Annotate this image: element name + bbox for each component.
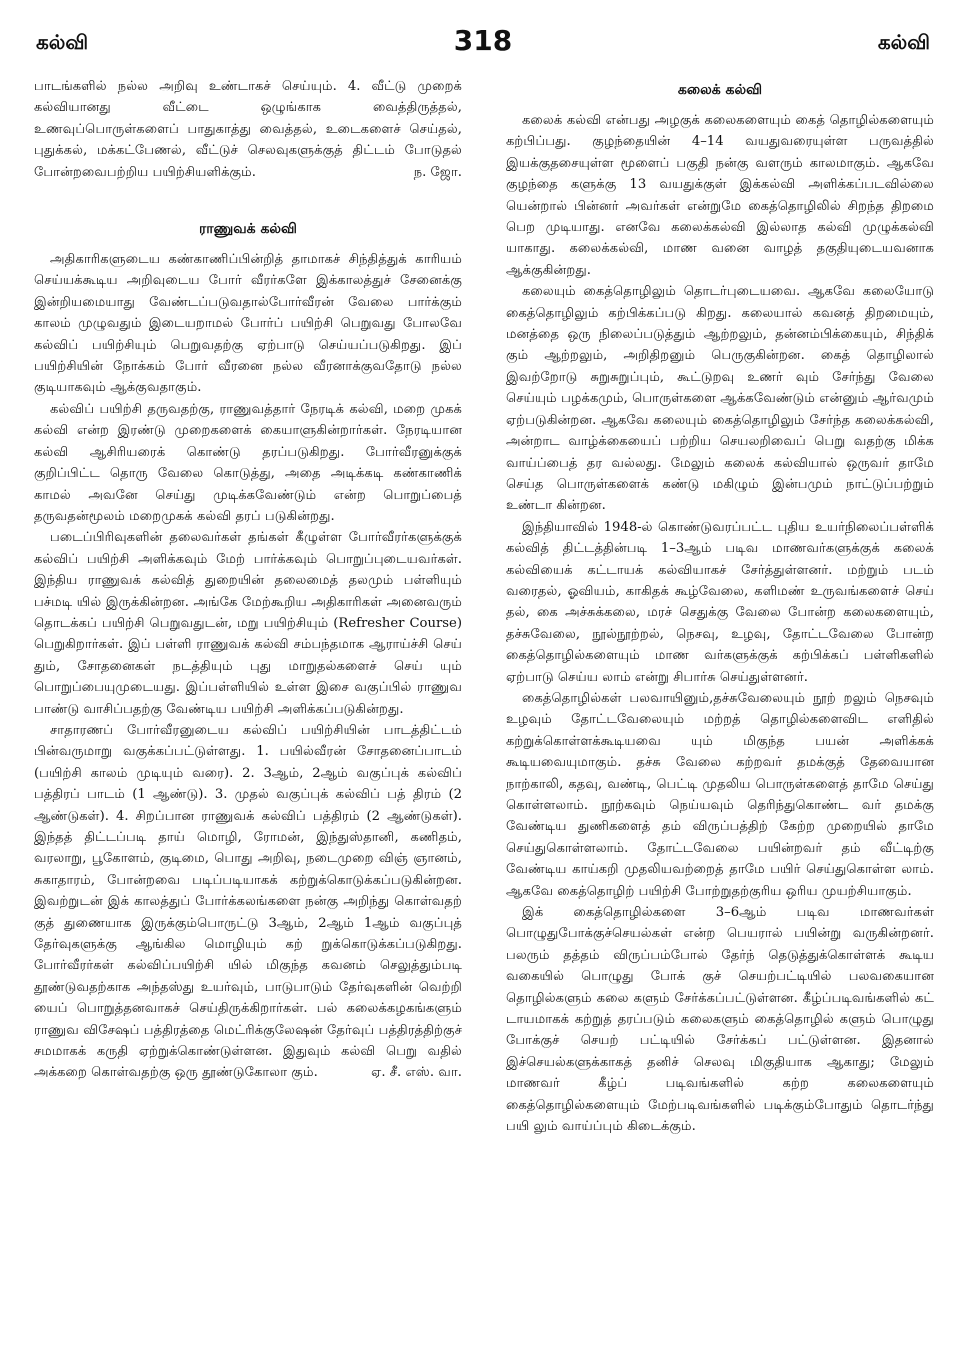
paragraph: இந்தியாவில் 1948-ல் கொண்டுவரப்பட்ட புதிய உயர்நிலைப்பள்ளிக் கல்வித் திட்டத்தின்படி 1–3ஆம் படிவ மாணவர்களுக்குக் கலைக் கல்வியைக் கட்டாயக் கல்வியாகச் சேர்த்துள்ளனர். மற்றும் படம் வரைதல், ஓவியம், காகிதக் கூழ்வேலை, களிமண் உருவங்களைச் செய் தல், கை அச்சுக்கலை, மரச் செதுக்கு வேலை போன்ற கலைகளையும், தச்சுவேலை, நூல்நூற்றல், நெசவு, உழவு, தோட்டவேலை போன்ற கைத்தொழில்களையும் மாண வர்களுக்குக் கற்பிக்கப் பள்ளிகளில் ஏற்பாடு செய்ய லாம் என்று சிபார்சு செய்துள்ளனர். — [506, 519, 934, 685]
paragraph: இக் கைத்தொழில்களை 3–6ஆம் படிவ மாணவர்கள் பொழுதுபோக்குச்செயல்கள் என்ற பெயரால் பயின்று வருகின்றனர். பலரும் தத்தம் விருப்பம்போல் தேர்ந் தெடுத்துக்கொள்ளக் கூடிய வகையில் பொழுது போக் குச் செயற்பட்டியில் பலவகையான தொழில்களும் கலை களும் சேர்க்கப்பட்டுள்ளன. கீழ்ப்படிவங்களில் கட் டாயமாகக் கற்றுத் தரப்படும் கலைகளும் கைத்தொழில் களும் பொழுது போக்குச் செயற் பட்டியில் சேர்க்கப் பட்டுள்ளன. இதனால் இச்செயல்களுக்காகத் தனிச் செலவு மிகுதியாக ஆகாது; மேலும் மாணவர் கீழ்ப் படிவங்களில் கற்ற கலைகளையும் கைத்தொழில்களையும் மேற்படிவங்களில் படிக்கும்போதும் தொடர்ந்து பயி லும் வாய்ப்பும் கிடைக்கும். — [506, 905, 934, 1135]
paragraph: அதிகாரிகளுடைய கண்காணிப்பின்றித் தாமாகச் சிந்தித்துக் காரியம் செய்யக்கூடிய அறிவுடைய போர் வீரர்களே இக்காலத்துச் சேனைக்கு இன்றியமையாது வேண்டப்படுவதால்போர்வீரன் வேலை பார்க்கும் காலம் முழுவதும் இடையறாமல் போர்ப் பயிற்சி பெறுவது போலவே கல்விப் பயிற்சியும் பெறுவதற்கு ஏற்பாடு செய்யப்படுகிறது. இப் பயிற்சியின் நோக்கம் போர் வீரனை நல்ல வீரனாக்குவதோடு நல்ல குடியாகவும் ஆக்குவதாகும். — [34, 252, 462, 396]
paragraph: கலைக் கல்வி என்பது அழகுக் கலைகளையும் கைத் தொழில்களையும் கற்பிப்பது. குழந்தையின் 4–14 வயதுவரையுள்ள பருவத்தில் இயக்குதசையுள்ள மூளைப் பகுதி நன்கு வளரும் காலமாகும். ஆகவே குழந்தை களுக்கு 13 வயதுக்குள் இக்கல்வி அளிக்கப்படவில்லை யென்றால் பின்னர் அவர்கள் என்றுமே கைத்தொழிலில் சிறந்த திறமை பெற முடியாது. எனவே கலைக்கல்வி இல்லாத கல்வி முழுக்கல்வி யாகாது. கலைக்கல்வி, மாண வனை வாழத் தகுதியுடையவனாக ஆக்குகின்றது. — [506, 113, 934, 278]
page-header — [36, 22, 930, 62]
page-number: 318 — [453, 24, 513, 57]
right-column — [506, 76, 934, 1138]
continued-paragraph-text: பாடங்களில் நல்ல அறிவு உண்டாகச் செய்யும். 4. வீட்டு முறைக் கல்வியானது வீட்டை ஒழுங்காக வைத்திருத்தல், உணவுப்பொருள்களைப் பாதுகாத்து வைத்தல், உடைகளைச் செய்தல், புதுக்கல், மக்கட்பேணல், வீட்டுச் செலவுகளுக்குத் திட்டம் போடுதல் போன்றவைபற்றிய பயிற்சியளிக்கும். — [34, 79, 462, 180]
author-initials: ந. ஜோ. — [413, 164, 462, 180]
paragraph: கல்விப் பயிற்சி தருவதற்கு, ராணுவத்தார் நேரடிக் கல்வி, மறை முகக் கல்வி என்ற இரண்டு முறைகளைக் கையாளுகின்றார்கள். நேரடியான கல்வி ஆசிரியரைக் கொண்டு தரப்படுகிறது. போர்வீரனுக்குக் குறிப்பிட்ட தொரு வேலை கொடுத்து, அதை அடிக்கடி கண்காணிக் காமல் அவனே செய்து முடிக்கவேண்டும் என்ற பொறுப்பைத் தருவதன்மூலம் மறைமுகக் கல்வி தரப் படுகின்றது. — [34, 401, 462, 524]
running-title-right: கல்வி — [877, 30, 930, 54]
paragraph-text: சாதாரணப் போர்வீரனுடைய கல்விப் பயிற்சியின் பாடத்திட்டம் பின்வருமாறு வகுக்கப்பட்டுள்ளது. 1. பயில்வீரன் சோதனைப்பாடம் (பயிற்சி காலம் முடியும் வரை). 2. 3ஆம், 2ஆம் வகுப்புக் கல்விப் பத்திரப் பாடம் (1 ஆண்டு). 3. முதல் வகுப்புக் கல்விப் பத் திரம் (2 ஆண்டுகள்). 4. சிறப்பான ராணுவக் கல்விப் பத்திரம் (2 ஆண்டுகள்). இந்தத் திட்டப்படி தாய் மொழி, ரோமன், இந்துஸ்தானி, கணிதம், வரலாறு, பூகோளம், குடிமை, பொது அறிவு, நடைமுறை விஞ் ஞானம், சுகாதாரம், போன்றவை படிப்படியாகக் கற்றுக்கொடுக்கப்படுகின்றன. இவற்றுடன் இக் காலத்துப் போர்க்கலங்களை நன்கு அறிந்து கொள்வதற் குத் துணையாக இருக்கும்பொருட்டு 3ஆம், 2ஆம் 1ஆம் வகுப்புத் தேர்வுகளுக்கு ஆங்கில மொழியும் கற் றுக்கொடுக்கப்படுகிறது. போர்வீரர்கள் கல்விப்பயிற்சி யில் மிகுந்த கவனம் செலுத்தும்படி தூண்டுவதற்காக அந்தஸ்து உயர்வும், பாடுபாடும் தேர்வுகளின் வெற்றி யைப் பொறுத்தனவாகச் செய்திருக்கிறார்கள். பல் கலைக்கழகங்களும் ராணுவ விசேஷப் பத்திரத்தை மெட்ரிக்குலேஷன் தேர்வுப் பத்திரத்திற்குச் சமமாகக் கருதி ஏற்றுக்கொண்டுள்ளன. இதுவும் கல்வி பெறு வதில் அக்கறை கொள்வதற்கு ஒரு தூண்டுகோலா கும். — [34, 722, 462, 1081]
section-heading-art-education: கலைக் கல்வி — [677, 82, 763, 98]
running-title-left: கல்வி — [36, 30, 89, 54]
paragraph — [34, 720, 462, 1084]
paragraph: கலையும் கைத்தொழிலும் தொடர்புடையவை. ஆகவே கலையோடு கைத்தொழிலும் கற்பிக்கப்படு கிறது. கலையால் கவனத் திறமையும், மனத்தை ஒரு நிலைப்படுத்தும் ஆற்றலும், தன்னம்பிக்கையும், சிந்திக் கும் ஆற்றலும், அறிதிறனும் பெருகுகின்றன. கைத் தொழிலால் இவற்றோடு சுறுசுறுப்பும், கூட்டுறவு உணர் வும் சேர்ந்து வேலை செய்யும் பழக்கமும், பொருள்களை ஆக்கவேண்டும் என்னும் ஆர்வமும் ஏற்படுகின்றன. ஆகவே கலையும் கைத்தொழிலும் சேர்ந்த கலைக்கல்வி, அன்றாட வாழ்க்கையைப் பற்றிய செயலறிவைப் பெறு வதற்கு மிக்க வாய்ப்பைத் தர வல்லது. மேலும் கலைக் கல்வியால் ஒருவர் தாமே செய்த பொருள்களைக் கண்டு மகிழும் இன்பமும் நாட்டுப்பற்றும் உண்டா கின்றன. — [506, 284, 934, 514]
paragraph: படைப்பிரிவுகளின் தலைவர்கள் தங்கள் கீழுள்ள போர்வீரர்களுக்குக் கல்விப் பயிற்சி அளிக்கவும் மேற் பார்க்கவும் பொறுப்புடையவர்கள். இந்திய ராணுவக் கல்வித் துறையின் தலைமைத் தலமும் பள்ளியும் பச்மடி யில் இருக்கின்றன. அங்கே மேற்கூறிய அதிகாரிகள் அனைவரும் தொடக்கப் பயிற்சி பெறுவதுடன், மறு பயிற்சியும் (Refresher Course) பெறுகிறார்கள். இப் பள்ளி ராணுவக் கல்வி சம்பந்தமாக ஆராய்ச்சி செய் தும், சோதனைகள் நடத்தியும் புது மாறுதல்களைச் செய் யும் பொறுப்பையுமுடையது. இப்பள்ளியில் உள்ள இசை வகுப்பில் ராணுவ பாண்டு வாசிப்பதற்கு வேண்டிய பயிற்சி அளிக்கப்படுகின்றது. — [34, 530, 462, 717]
paragraph: கைத்தொழில்கள் பலவாயினும்,தச்சுவேலையும் நூற் றலும் நெசவும் உழவும் தோட்டவேலையும் மற்றத் தொழில்களைவிட எளிதில் கற்றுக்கொள்ளக்கூடியவை யும் மிகுந்த பயன் அளிக்கக் கூடியவையுமாகும். தச்சு வேலை கற்றவர் தமக்குத் தேவையான நாற்காலி, கதவு, வண்டி, பெட்டி முதலிய பொருள்களைத் தாமே செய்து கொள்ளலாம். நூற்கவும் நெய்யவும் தெரிந்துகொண்ட வர் தமக்கு வேண்டிய துணிகளைத் தம் விருப்பத்திற் கேற்ற முறையில் தாமே செய்துகொள்ளலாம். தோட்டவேலை பயின்றவர் தம் வீட்டிற்கு வேண்டிய காய்கறி முதலியவற்றைத் தாமே பயிர் செய்துகொள்ள லாம். ஆகவே கைத்தொழிற் பயிற்சி போற்றுதற்குரிய ஒரிய முயற்சியாகும். — [506, 690, 934, 899]
section-heading-military-education: ராணுவக் கல்வி — [199, 221, 297, 238]
author-initials: ஏ. சீ. எஸ். வா. — [371, 1065, 462, 1081]
left-column — [34, 76, 462, 1084]
continued-paragraph — [34, 76, 462, 183]
